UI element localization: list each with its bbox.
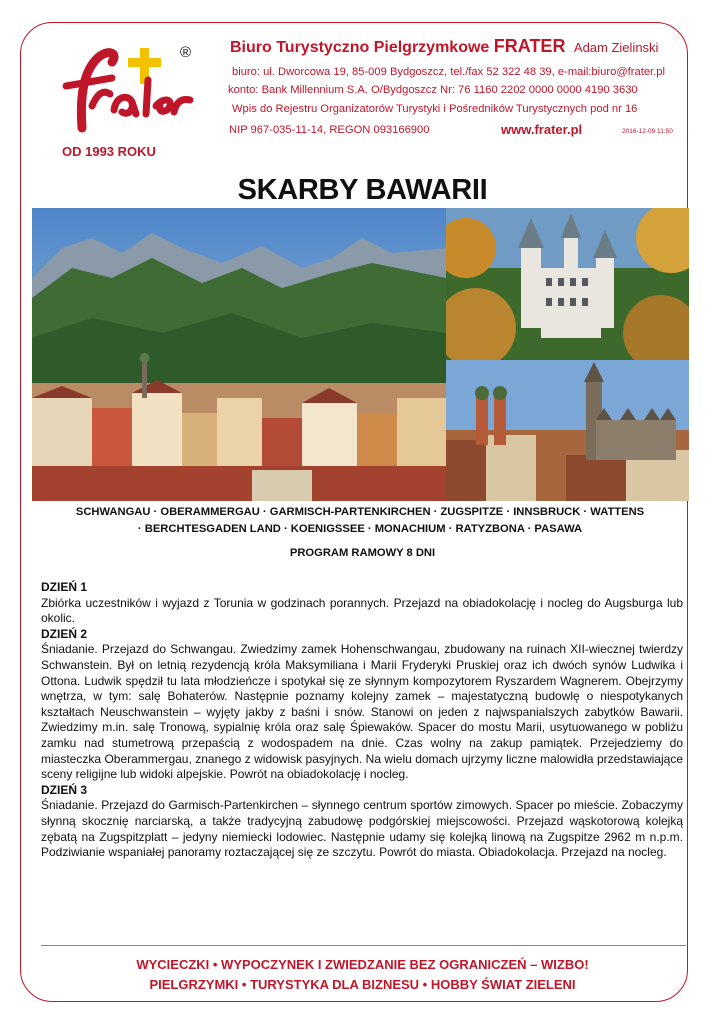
program-label: PROGRAM RAMOWY 8 DNI <box>289 547 436 559</box>
day-heading: DZIEŃ 2 <box>41 626 88 641</box>
day-heading: DZIEŃ 1 <box>41 580 88 594</box>
neuschwanstein-photo <box>446 208 689 360</box>
agency-brand: FRATER <box>493 36 566 56</box>
agency-nip: NIP 967-035-11-14, REGON 093166900 <box>229 124 430 136</box>
page-title: SKARBY BAWARII <box>237 174 488 206</box>
timestamp: 2016-12-09 11:50 <box>622 128 673 135</box>
places-line-2: · BERCHTESGADEN LAND · KOENIGSSEE · MONACHIUM · RATYZBONA · PASAWA <box>137 523 583 535</box>
agency-registry: Wpis do Rejestru Organizatorów Turystyki i Pośredników Turystycznych pod nr 16 <box>232 103 638 115</box>
agency-person: Adam Zielinski <box>573 40 659 55</box>
footer-divider <box>41 945 686 946</box>
day-text: Zbiórka uczestników i wyjazd z Torunia w godzinach porannych. Przejazd na obiadokolację i nocleg do Augsburga lub okolic. <box>41 595 683 626</box>
places-line-1: SCHWANGAU · OBERAMMERGAU · GARMISCH-PARTENKIRCHEN · ZUGSPITZE · INNSBRUCK · WATTENS <box>75 506 645 518</box>
website-link[interactable]: www.frater.pl <box>501 122 583 137</box>
agency-address: biuro: ul. Dworcowa 19, 85-009 Bydgoszcz, tel./fax 52 322 48 39, e-mail:biuro@frater.pl <box>232 66 665 78</box>
day-text: Śniadanie. Przejazd do Garmisch-Partenkirchen – słynnego centrum sportów zimowych. Spacer po mieście. Zobaczymy słynną skocznię narciarską, a także tradycyjną zabudowę podgórskiej miejscowości. Przejazd wąskotorową kolejką zębatą na Zugspitzplatt – jedyny niemiecki lodowiec. Następnie udamy się kolejką linową na Zugspitze 2962 m n.p.m. Podziwianie wspaniałej panoramy roztaczającej się ze szczytu. Powrót do miasta. Obiadokolacja. Przejazd na nocleg. <box>41 798 683 860</box>
registered-mark: ® <box>180 44 192 61</box>
innsbruck-photo <box>32 208 446 501</box>
day-text: Śniadanie. Przejazd do Schwangau. Zwiedzimy zamek Hohenschwangau, zbudowany na ruinach XII-wiecznej twierdzy Schwanstein. Był on letnią rezydencją króla Maksymiliana i Marii Fryderyki Pruskiej oraz ich dwóch synów Ludwika i Ottona. Ludwik spędził tu lata młodzieńcze i spotykał się ze słynnym kompozytorem Ryszardem Wagnerem. Obejrzymy wnętrza, w tym: salę Bohaterów. Następnie poznamy kolejny zamek – majestatyczną budowlę o niespotykanych kształtach Neuschwanstein – wyjęty jakby z baśni i snów. Stanowi on jeden z najwspanialszych zabytków Bawarii. Zwiedzimy m.in. salę Tronową, sypialnię króla oraz salę Śpiewaków. Spacer do mostu Marii, usytuowanego w pobliżu zamku nad stumetrową przepaścią z wodospadem na dnie. Czas wolny na zakup pamiątek. Przejedziemy do miasteczka Oberammergau, znanego z widowisk pasyjnych. Na wielu domach ujrzymy liczne malowidła przedstawiające sceny religijne lub widoki alpejskie. Powrót na obiadokolację i nocleg. <box>41 642 683 782</box>
agency-header <box>230 36 658 57</box>
agency-name: Biuro Turystyczno Pielgrzymkowe <box>230 39 490 56</box>
footer-line-1: WYCIECZKI • WYPOCZYNEK I ZWIEDZANIE BEZ OGRANICZEŃ – WIZBO! <box>136 957 589 972</box>
footer-line-2: PIELGRZYMKI • TURYSTYKA DLA BIZNESU • HOBBY ŚWIAT ZIELENI <box>149 977 576 992</box>
itinerary <box>41 580 683 861</box>
logo-text: frater <box>148 46 151 47</box>
agency-bank: konto: Bank Millennium S.A. O/Bydgoszcz Nr: 76 1160 2202 0000 0000 4190 3630 <box>228 84 638 96</box>
day-heading: DZIEŃ 3 <box>41 782 88 797</box>
since-label: OD 1993 ROKU <box>62 144 156 159</box>
munich-photo <box>446 360 689 501</box>
